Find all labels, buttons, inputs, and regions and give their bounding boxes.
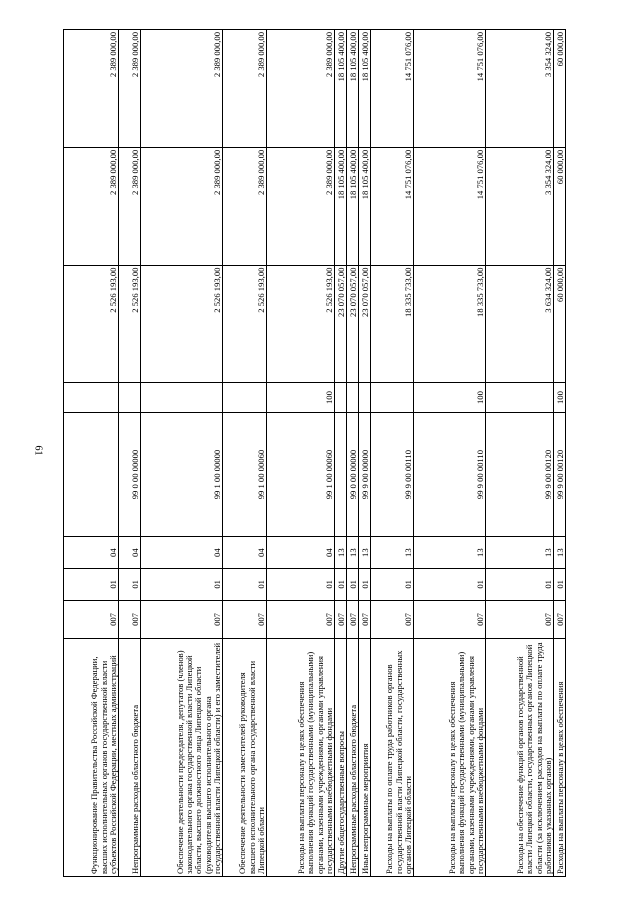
expense-type-code <box>359 383 371 412</box>
expense-type-code <box>64 383 119 412</box>
expense-type-code: 100 <box>414 383 486 412</box>
expense-type-code: 100 <box>554 383 566 412</box>
amount-1: 2 526 193,00 <box>64 265 119 383</box>
table-row <box>64 30 119 877</box>
subsection-code: 13 <box>335 537 347 569</box>
subsection-code: 13 <box>486 537 554 569</box>
target-code: 99 9 00 00110 <box>414 412 486 537</box>
amount-2: 18 105 400,00 <box>359 147 371 265</box>
amount-3: 2 389 000,00 <box>64 30 119 148</box>
amount-1: 60 000,00 <box>554 265 566 383</box>
table-row <box>267 30 335 877</box>
expense-type-code <box>347 383 359 412</box>
row-name: Непрограммные расходы областного бюджета <box>347 639 359 877</box>
section-code: 01 <box>119 569 141 601</box>
subsection-code: 04 <box>223 537 267 569</box>
ministry-code: 007 <box>371 600 414 639</box>
amount-3: 14 751 076,00 <box>371 30 414 148</box>
amount-2: 60 000,00 <box>554 147 566 265</box>
target-code: 99 1 00 00060 <box>223 412 267 537</box>
row-name: Расходы на выплаты по оплате труда работников органов государственной власти Липецкой области, государственных органов Липецкой области <box>371 639 414 877</box>
amount-1: 23 070 057,00 <box>335 265 347 383</box>
target-code: 99 0 00 00000 <box>119 412 141 537</box>
subsection-code: 04 <box>119 537 141 569</box>
amount-2: 2 389 000,00 <box>119 147 141 265</box>
subsection-code: 13 <box>414 537 486 569</box>
amount-2: 2 389 000,00 <box>223 147 267 265</box>
target-code: 99 9 00 00120 <box>554 412 566 537</box>
section-code: 01 <box>486 569 554 601</box>
amount-3: 18 105 400,00 <box>335 30 347 148</box>
row-name: Обеспечение деятельности председателя, депутатов (членов) законодательного органа государственной власти Липецкой области, высшего должностного лица Липецкой области (руководителя высшего исполнительного органа государственной власти Липецкой области) и его заместителей <box>141 639 223 877</box>
section-code: 01 <box>414 569 486 601</box>
target-code: 99 9 00 00120 <box>486 412 554 537</box>
ministry-code: 007 <box>119 600 141 639</box>
target-code: 99 9 00 00000 <box>359 412 371 537</box>
amount-1: 2 526 193,00 <box>223 265 267 383</box>
row-name: Расходы на выплаты персоналу в целях обеспечения выполнения функций государственными (муниципальными) органами, казенными учреждениями, органами управления государственными внебюджетными фондами <box>414 639 486 877</box>
amount-3: 2 389 000,00 <box>141 30 223 148</box>
amount-3: 3 354 324,00 <box>486 30 554 148</box>
amount-3: 60 000,00 <box>554 30 566 148</box>
amount-3: 18 105 400,00 <box>347 30 359 148</box>
table-row <box>119 30 141 877</box>
amount-2: 18 105 400,00 <box>335 147 347 265</box>
expense-type-code <box>223 383 267 412</box>
subsection-code: 13 <box>371 537 414 569</box>
table-row <box>347 30 359 877</box>
section-code: 01 <box>64 569 119 601</box>
table-row <box>414 30 486 877</box>
budget-table <box>63 29 566 877</box>
section-code: 01 <box>359 569 371 601</box>
amount-3: 2 389 000,00 <box>267 30 335 148</box>
amount-1: 2 526 193,00 <box>141 265 223 383</box>
ministry-code: 007 <box>554 600 566 639</box>
table-row <box>141 30 223 877</box>
table-row <box>335 30 347 877</box>
page-number: 61 <box>32 445 44 456</box>
amount-2: 14 751 076,00 <box>371 147 414 265</box>
ministry-code: 007 <box>141 600 223 639</box>
expense-type-code: 100 <box>267 383 335 412</box>
table-row <box>359 30 371 877</box>
subsection-code: 04 <box>267 537 335 569</box>
amount-2: 14 751 076,00 <box>414 147 486 265</box>
table-row <box>486 30 554 877</box>
ministry-code: 007 <box>335 600 347 639</box>
expense-type-code <box>335 383 347 412</box>
expense-type-code <box>119 383 141 412</box>
subsection-code: 13 <box>359 537 371 569</box>
amount-1: 2 526 193,00 <box>119 265 141 383</box>
target-code: 99 0 00 00000 <box>347 412 359 537</box>
table-row <box>223 30 267 877</box>
subsection-code: 13 <box>347 537 359 569</box>
ministry-code: 007 <box>64 600 119 639</box>
amount-3: 14 751 076,00 <box>414 30 486 148</box>
amount-3: 18 105 400,00 <box>359 30 371 148</box>
rotated-page-content <box>63 29 565 877</box>
ministry-code: 007 <box>223 600 267 639</box>
amount-2: 2 389 000,00 <box>267 147 335 265</box>
section-code: 01 <box>223 569 267 601</box>
subsection-code: 13 <box>554 537 566 569</box>
row-name: Другие общегосударственные вопросы <box>335 639 347 877</box>
ministry-code: 007 <box>414 600 486 639</box>
row-name: Непрограммные расходы областного бюджета <box>119 639 141 877</box>
amount-3: 2 389 000,00 <box>119 30 141 148</box>
row-name: Обеспечение деятельности заместителей руководителя высшего исполнительного органа государственной власти Липецкой области <box>223 639 267 877</box>
amount-2: 18 105 400,00 <box>347 147 359 265</box>
target-code <box>335 412 347 537</box>
section-code: 01 <box>267 569 335 601</box>
table-row <box>371 30 414 877</box>
expense-type-code <box>371 383 414 412</box>
amount-1: 18 335 733,00 <box>371 265 414 383</box>
amount-3: 2 389 000,00 <box>223 30 267 148</box>
amount-1: 23 070 057,00 <box>359 265 371 383</box>
amount-1: 23 070 057,00 <box>347 265 359 383</box>
row-name: Расходы на выплаты персоналу в целях обеспечения <box>554 639 566 877</box>
ministry-code: 007 <box>359 600 371 639</box>
ministry-code: 007 <box>486 600 554 639</box>
amount-1: 2 526 193,00 <box>267 265 335 383</box>
amount-1: 18 335 733,00 <box>414 265 486 383</box>
amount-2: 3 354 324,00 <box>486 147 554 265</box>
expense-type-code <box>141 383 223 412</box>
amount-1: 3 634 324,00 <box>486 265 554 383</box>
row-name: Расходы на выплаты персоналу в целях обеспечения выполнения функций государственными (муниципальными) органами, казенными учреждениями, органами управления государственными внебюджетными фондами <box>267 639 335 877</box>
ministry-code: 007 <box>347 600 359 639</box>
target-code: 99 1 00 00060 <box>267 412 335 537</box>
section-code: 01 <box>141 569 223 601</box>
target-code: 99 1 00 00000 <box>141 412 223 537</box>
section-code: 01 <box>371 569 414 601</box>
amount-2: 2 389 000,00 <box>64 147 119 265</box>
ministry-code: 007 <box>267 600 335 639</box>
subsection-code: 04 <box>141 537 223 569</box>
section-code: 01 <box>335 569 347 601</box>
expense-type-code <box>486 383 554 412</box>
target-code <box>64 412 119 537</box>
amount-2: 2 389 000,00 <box>141 147 223 265</box>
row-name: Функционирование Правительства Российской Федерации, высших исполнительных органов государственной власти субъектов Российской Федерации, местных администраций <box>64 639 119 877</box>
row-name: Расходы на обеспечение функций органов государственной власти Липецкой области, государственных органов Липецкой области (за исключением расходов на выплаты по оплате труда работников указанных органов) <box>486 639 554 877</box>
section-code: 01 <box>347 569 359 601</box>
target-code: 99 9 00 00110 <box>371 412 414 537</box>
section-code: 01 <box>554 569 566 601</box>
subsection-code: 04 <box>64 537 119 569</box>
table-row <box>554 30 566 877</box>
row-name: Иные непрограммные мероприятия <box>359 639 371 877</box>
